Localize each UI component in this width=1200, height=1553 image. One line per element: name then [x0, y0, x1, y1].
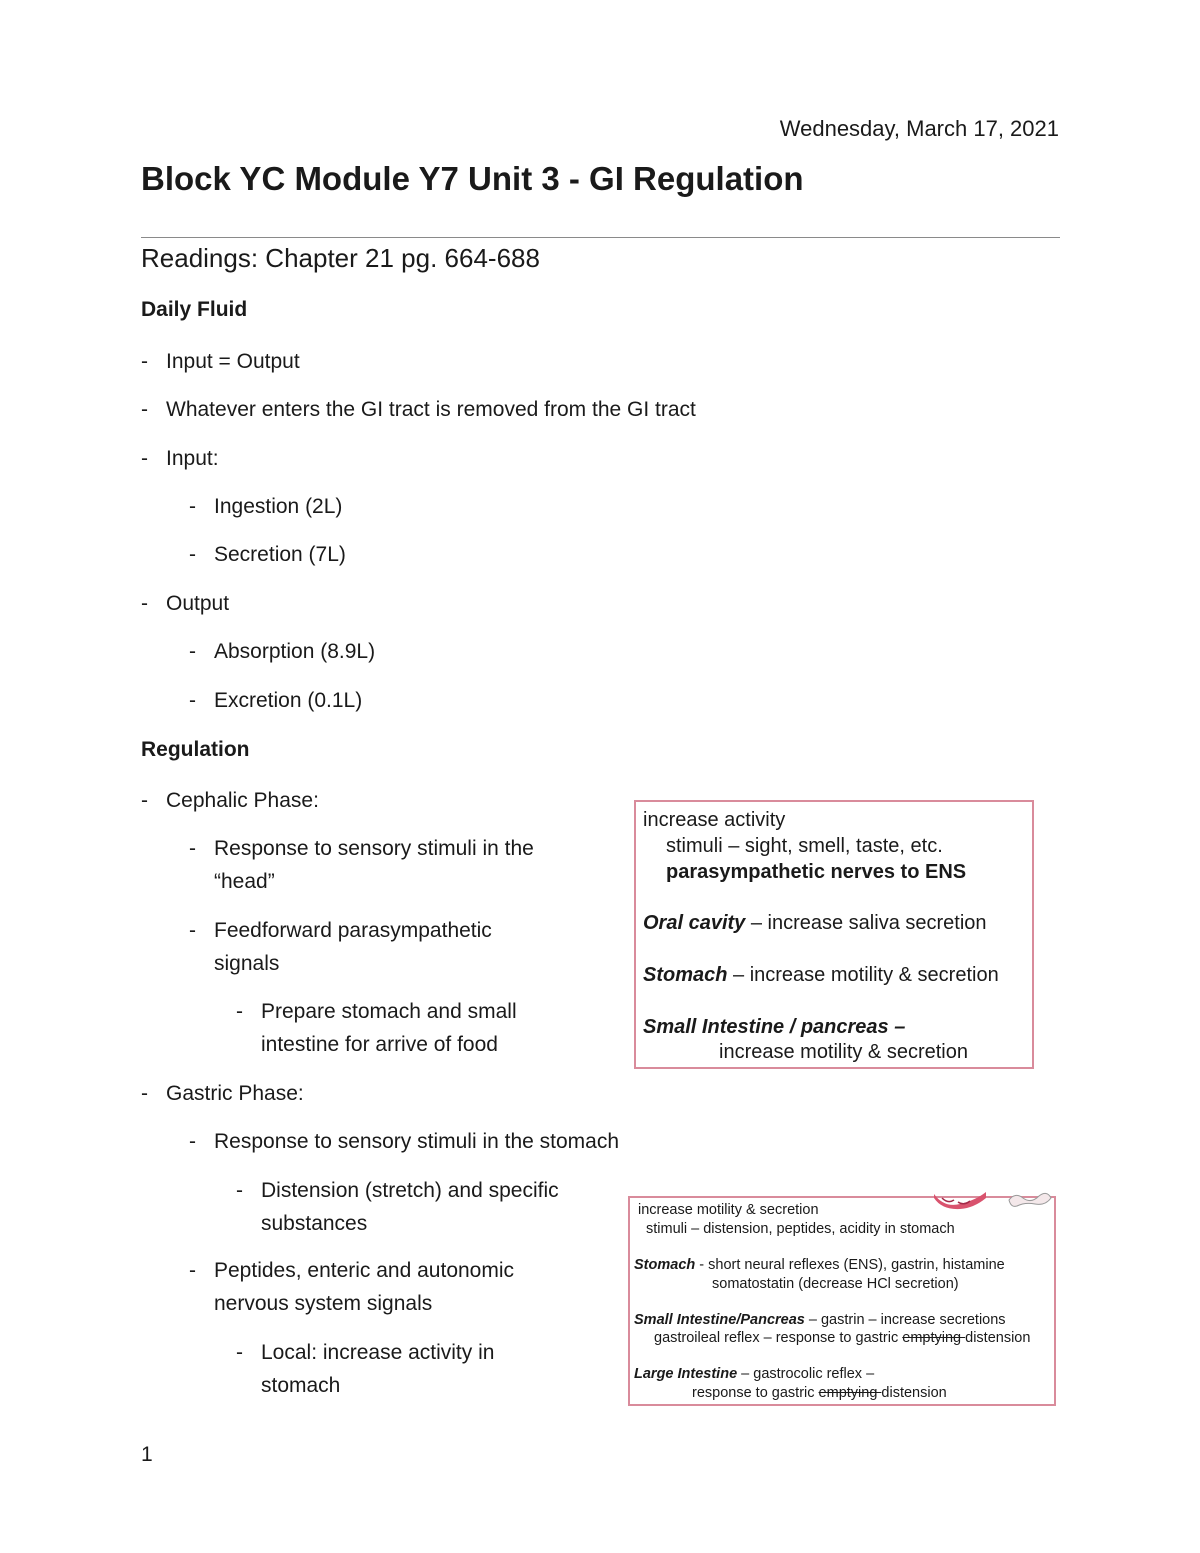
figure-line: Large Intestine – gastrocolic reflex – — [634, 1366, 875, 1382]
cephalic-phase-figure — [634, 800, 1034, 1069]
title-divider — [141, 237, 1060, 238]
list-item: - Feedforward parasympathetic signals — [214, 914, 492, 980]
figure-line: gastroileal reflex – response to gastric emptying distension — [654, 1330, 1031, 1346]
dash-bullet-icon: - — [141, 789, 148, 812]
list-item: - Cephalic Phase: — [166, 784, 319, 817]
page-title: Block YC Module Y7 Unit 3 - GI Regulation — [141, 160, 804, 197]
page-number: 1 — [141, 1443, 153, 1466]
figure-line: increase motility & secretion — [638, 1202, 819, 1218]
figure-line: Small Intestine/Pancreas – gastrin – increase secretions — [634, 1312, 1006, 1328]
list-item: - Input = Output — [166, 345, 300, 378]
daily-fluid-heading: Daily Fluid — [141, 298, 248, 321]
dash-bullet-icon: - — [189, 689, 196, 712]
figure-line: response to gastric emptying distension — [692, 1385, 947, 1401]
list-item: - Response to sensory stimuli in the “head” — [214, 832, 534, 898]
dash-bullet-icon: - — [236, 1000, 243, 1023]
list-item: - Absorption (8.9L) — [214, 635, 375, 668]
list-item: - Distension (stretch) and specific substances — [261, 1174, 559, 1240]
note-date: Wednesday, March 17, 2021 — [779, 116, 1059, 141]
dash-bullet-icon: - — [189, 837, 196, 860]
list-item: - Gastric Phase: — [166, 1077, 304, 1110]
dash-bullet-icon: - — [236, 1179, 243, 1202]
list-item: - Excretion (0.1L) — [214, 684, 362, 717]
dash-bullet-icon: - — [236, 1341, 243, 1364]
figure-line: Oral cavity – increase saliva secretion — [643, 912, 987, 934]
figure-line: Stomach – increase motility & secretion — [643, 964, 999, 986]
dash-bullet-icon: - — [189, 543, 196, 566]
regulation-heading: Regulation — [141, 738, 250, 761]
intestine-illustration-icon — [1005, 1190, 1055, 1210]
figure-line: increase motility & secretion — [719, 1041, 968, 1063]
list-item: - Input: — [166, 442, 219, 475]
figure-line: stimuli – distension, peptides, acidity in stomach — [646, 1221, 955, 1237]
figure-line: increase activity — [643, 809, 786, 831]
list-item: - Response to sensory stimuli in the stomach — [214, 1125, 619, 1158]
list-item: - Peptides, enteric and autonomic nervous system signals — [214, 1254, 514, 1320]
dash-bullet-icon: - — [141, 592, 148, 615]
figure-line: Stomach - short neural reflexes (ENS), gastrin, histamine — [634, 1257, 1005, 1273]
dash-bullet-icon: - — [189, 495, 196, 518]
dash-bullet-icon: - — [141, 1082, 148, 1105]
dash-bullet-icon: - — [189, 919, 196, 942]
list-item: - Output — [166, 587, 229, 620]
figure-line: parasympathetic nerves to ENS — [666, 861, 967, 883]
figure-line: Small Intestine / pancreas – — [643, 1016, 906, 1038]
list-item: - Ingestion (2L) — [214, 490, 342, 523]
list-item: - Secretion (7L) — [214, 538, 346, 571]
figure-line: stimuli – sight, smell, taste, etc. — [666, 835, 943, 857]
figure-line: somatostatin (decrease HCl secretion) — [712, 1276, 959, 1292]
list-item: - Local: increase activity in stomach — [261, 1336, 494, 1402]
list-item: - Whatever enters the GI tract is removed from the GI tract — [166, 393, 696, 426]
dash-bullet-icon: - — [189, 1259, 196, 1282]
dash-bullet-icon: - — [141, 447, 148, 470]
dash-bullet-icon: - — [141, 398, 148, 421]
dash-bullet-icon: - — [189, 640, 196, 663]
readings-line: Readings: Chapter 21 pg. 664-688 — [141, 243, 540, 273]
stomach-illustration-icon — [930, 1190, 990, 1210]
dash-bullet-icon: - — [141, 350, 148, 373]
list-item: - Prepare stomach and small intestine for arrive of food — [261, 995, 517, 1061]
gastric-phase-figure — [628, 1196, 1056, 1406]
dash-bullet-icon: - — [189, 1130, 196, 1153]
